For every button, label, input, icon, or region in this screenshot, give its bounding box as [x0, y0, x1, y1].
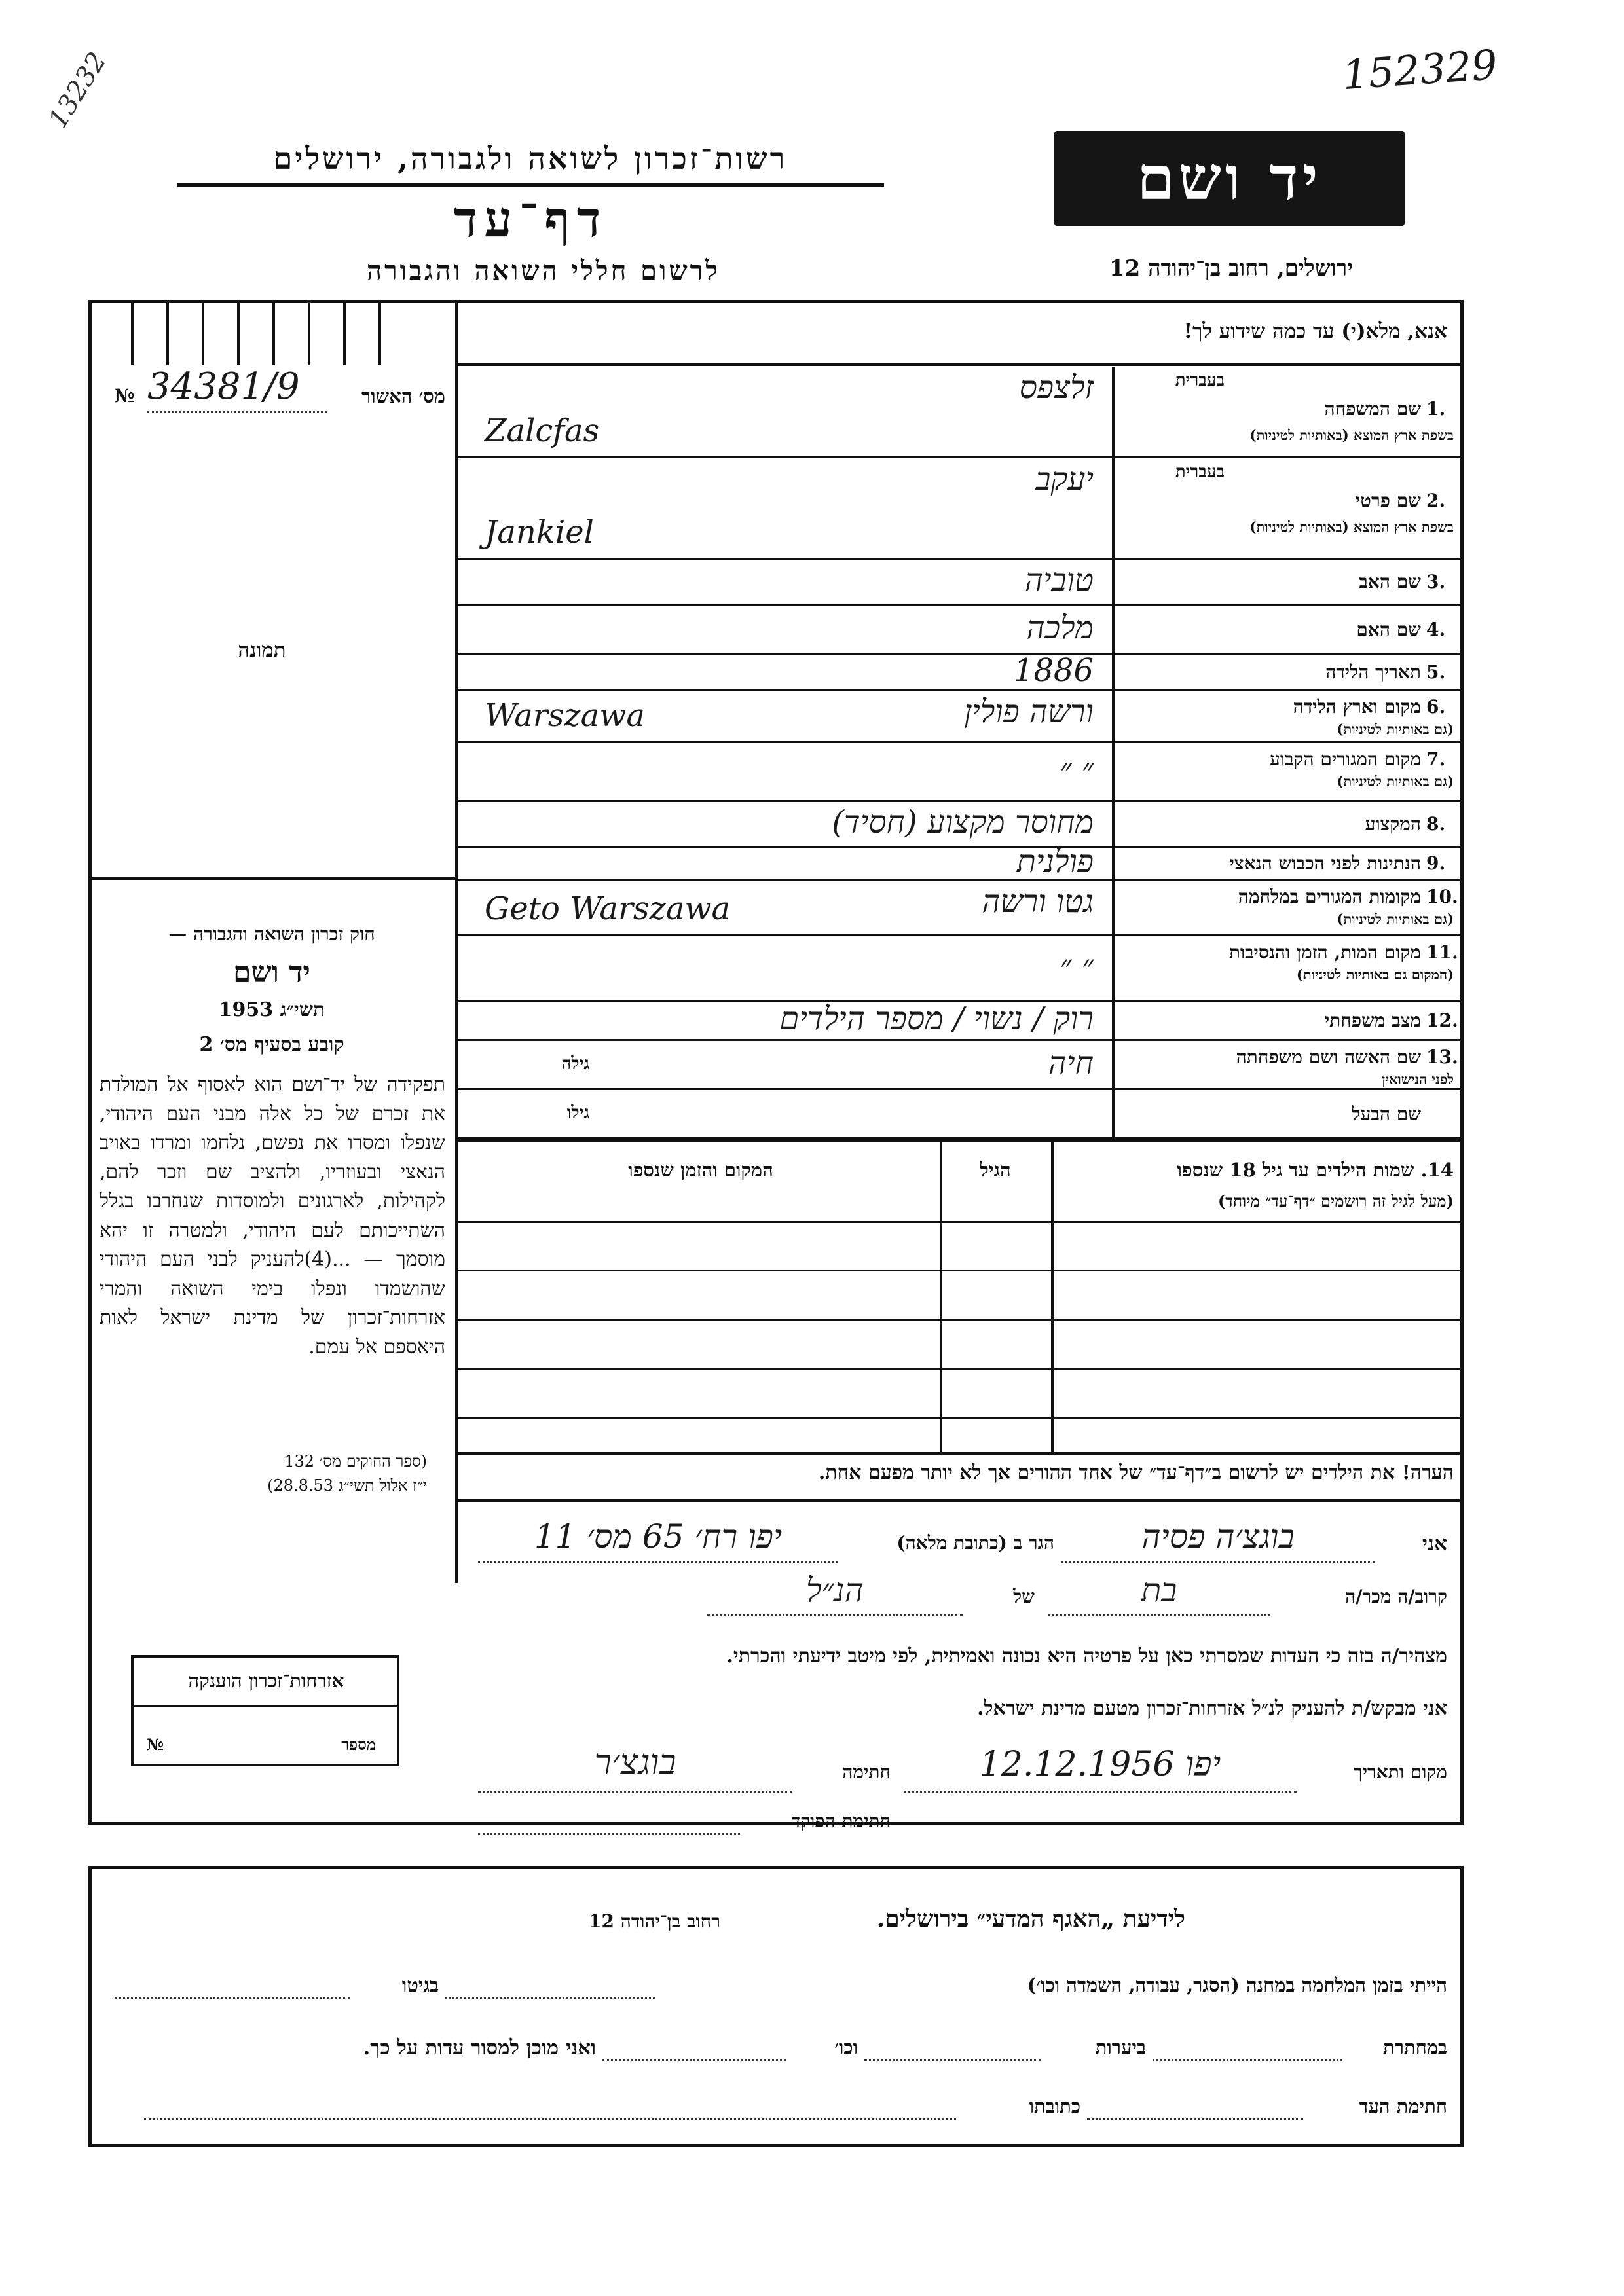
- children-row-rule-4: [458, 1417, 1460, 1419]
- field-value[interactable]: 1886: [1013, 651, 1094, 689]
- field-label: מקום המות, הזמן והנסיבות: [1228, 941, 1421, 963]
- decl-signature-value: בוגצ׳ר: [594, 1741, 676, 1783]
- decl-relation-value: בת: [1141, 1571, 1177, 1609]
- children-header-rule: [458, 1221, 1460, 1223]
- note-bottom-rule: [458, 1499, 1460, 1502]
- field-row-9: [458, 843, 1460, 881]
- children-sub: (מעל לגיל זה רושמים ״דף־עד״ מיוחד): [1217, 1192, 1454, 1211]
- yad-vashem-logo: [1054, 131, 1405, 226]
- field-number: 13.: [1426, 1046, 1458, 1068]
- bottom-line2-b: ביערות: [1095, 2036, 1146, 2058]
- field-row-4: [458, 606, 1460, 655]
- instruction: אנא, מלא(י) עד כמה שידוע לך!: [1183, 319, 1447, 343]
- citizenship-box: [131, 1655, 399, 1766]
- field-number: 11.: [1426, 941, 1458, 963]
- children-row-rule-2: [458, 1319, 1460, 1321]
- decl-relative-label: קרוב/ה מכר/ה: [1345, 1586, 1447, 1607]
- children-col-rule-2: [1051, 1142, 1054, 1453]
- children-row-rule-3: [458, 1368, 1460, 1370]
- children-row-rule-1: [458, 1270, 1460, 1271]
- field-value-latin[interactable]: Jankiel: [485, 514, 594, 551]
- field-row-3: [458, 560, 1460, 606]
- photo-label: תמונה: [238, 638, 286, 662]
- decl-residing-label: הגר ב (כתובת מלאה): [896, 1532, 1054, 1554]
- approval-grid: [92, 303, 455, 365]
- field-label: הנתינות לפני הכבוש הנאצי: [1229, 852, 1421, 874]
- approval-label: מס׳ האשור: [361, 385, 445, 407]
- photo-bottom-rule: [92, 877, 455, 880]
- decl-place-date-line: [904, 1791, 1297, 1793]
- bottom-address: רחוב בן־יהודה 12: [589, 1910, 720, 1932]
- field-value[interactable]: חיה: [1048, 1044, 1094, 1082]
- field-label: מצב משפחתי: [1324, 1010, 1421, 1031]
- field-label: שם המשפחה: [1324, 398, 1421, 420]
- decl-of-line: [707, 1614, 963, 1616]
- form-title: דף־עד: [453, 190, 608, 248]
- field-value[interactable]: זלצפס: [1019, 369, 1094, 406]
- field-row-5: [458, 651, 1460, 691]
- field-sub: לפני הנישואין: [1382, 1071, 1454, 1087]
- approval-number-mark: №: [115, 385, 135, 407]
- field-value[interactable]: ״ ״: [1060, 752, 1094, 788]
- field-row-11: [458, 936, 1460, 1002]
- bottom-line1-end: בגיטו: [401, 1974, 439, 1996]
- field-age-label: גילה: [561, 1053, 589, 1074]
- decl-clerk-label: חתימת הפוקד: [791, 1810, 891, 1832]
- field-label: שם האשה ושם משפחתה: [1236, 1046, 1421, 1068]
- law-ref-1: (ספר החוקים מס׳ 132: [284, 1452, 427, 1470]
- field-value-latin[interactable]: Zalcfas: [485, 412, 600, 449]
- decl-of-value: הנ״ל: [806, 1571, 864, 1609]
- field-sub: בשפת ארץ המוצא (באותיות לטיניות): [1249, 427, 1454, 443]
- bottom-line1-tail: [115, 1997, 350, 1999]
- field-value[interactable]: ורשה פולין: [964, 693, 1094, 730]
- field-row-10: [458, 881, 1460, 936]
- field-sub: (המקום גם באותיות לטיניות): [1296, 966, 1454, 983]
- citizenship-box-rule: [134, 1705, 397, 1707]
- field-row-8: [458, 802, 1460, 848]
- field-label: מקום וארץ הלידה: [1293, 696, 1421, 718]
- archive-number: 152329: [1340, 40, 1499, 100]
- citizenship-number-label: מספר: [341, 1735, 376, 1754]
- field-number: 12.: [1426, 1010, 1458, 1031]
- authority-line: רשות־זכרון לשואה ולגבורה, ירושלים: [273, 141, 788, 176]
- field-value[interactable]: מלכה: [1026, 609, 1094, 646]
- bottom-line2-fill-b: [864, 2059, 1041, 2061]
- law-year: תשי״ג 1953: [218, 998, 325, 1021]
- field-value[interactable]: רוק / נשוי / מספר הילדים: [779, 1000, 1094, 1037]
- law-title: חוק זכרון השואה והגבורה —: [168, 923, 375, 945]
- children-label: 14. שמות הילדים עד גיל 18 שנספו: [1177, 1159, 1454, 1181]
- bottom-line2-end: ואני מוכן למסור עדות על כך.: [363, 2036, 596, 2060]
- note-text: הערה! את הילדים יש לרשום ב״דף־עד״ של אחד ההורים אך לא יותר מפעם אחת.: [818, 1461, 1454, 1484]
- decl-name-line: [1061, 1561, 1375, 1563]
- top-bar-rule: [458, 363, 1460, 366]
- field-value[interactable]: פולנית: [1016, 843, 1094, 880]
- approval-number-line: [147, 411, 327, 413]
- decl-clerk-line: [478, 1833, 740, 1835]
- field-number: 3.: [1426, 571, 1446, 592]
- decl-signature-line: [478, 1791, 792, 1793]
- field-label: שם האם: [1356, 618, 1421, 640]
- field-row-13: [458, 1041, 1460, 1090]
- field-value-latin[interactable]: Geto Warszawa: [485, 890, 731, 927]
- decl-statement-1: מצהיר/ה בזה כי העדות שמסרתי כאן על פרטיה היא נכונה ואמיתית, לפי מיטב ידיעתי והכרתי.: [726, 1645, 1447, 1667]
- children-col-age: הגיל: [980, 1159, 1011, 1181]
- field-value[interactable]: טוביה: [1024, 562, 1094, 598]
- field-row-14: [458, 1090, 1460, 1139]
- decl-i-label: אני: [1422, 1532, 1447, 1556]
- field-number: 1.: [1426, 398, 1446, 420]
- form-subtitle: לרשום חללי השואה והגבורה: [366, 255, 721, 286]
- children-bottom-rule: [458, 1452, 1460, 1455]
- field-label: מקום המגורים הקבוע: [1270, 748, 1421, 770]
- field-sub: (גם באותיות לטיניות): [1337, 721, 1454, 737]
- decl-place-date-label: מקום ותאריך: [1353, 1761, 1447, 1783]
- decl-name-value: בוגצ׳ה פסיה: [1141, 1518, 1295, 1556]
- approval-number-value: 34381/9: [147, 365, 300, 408]
- field-value[interactable]: יעקב: [1035, 461, 1094, 498]
- field-label: שם האב: [1359, 571, 1421, 592]
- bottom-line3-fill-b: [144, 2118, 956, 2120]
- field-row-2: [458, 458, 1460, 560]
- field-number: 9.: [1426, 852, 1446, 874]
- bottom-line2-fill-a: [1153, 2059, 1342, 2061]
- decl-statement-2: אני מבקש/ת להעניק לנ״ל אזרחות־זכרון מטעם מדינת ישראל.: [977, 1697, 1447, 1720]
- field-number: 2.: [1426, 490, 1446, 511]
- field-row-7: [458, 743, 1460, 802]
- bottom-line2-fill-c: [602, 2059, 786, 2061]
- field-sub: (גם באותיות לטיניות): [1337, 773, 1454, 790]
- law-clause: קובע בסעיף מס׳ 2: [199, 1033, 344, 1056]
- field-value[interactable]: גטו ורשה: [982, 883, 1094, 920]
- law-ref-2: י״ז אלול תשי״ג 28.8.53): [267, 1476, 427, 1495]
- field-age-label: גילו: [566, 1102, 589, 1123]
- decl-of-label: של: [1013, 1586, 1035, 1607]
- field-value[interactable]: מחוסר מקצוע (חסיד): [832, 804, 1094, 841]
- field-label: תאריך הלידה: [1325, 661, 1421, 683]
- bottom-line2-c: וכו׳: [834, 2036, 858, 2058]
- law-name: יד ושם: [233, 956, 310, 989]
- field-number: 10.: [1426, 886, 1458, 907]
- address-line: ירושלים, רחוב בן־יהודה 12: [1109, 255, 1354, 282]
- field-label: המקצוע: [1365, 813, 1421, 835]
- bottom-line2-a: במחתרת: [1383, 2036, 1447, 2058]
- field-number: 8.: [1426, 813, 1446, 835]
- bottom-line3-a: חתימת העד: [1359, 2095, 1447, 2117]
- field-label: שם פרטי: [1355, 490, 1421, 511]
- logo-text: יד ושם: [1137, 143, 1322, 213]
- children-col-place: המקום והזמן שנספו: [628, 1159, 773, 1181]
- field-label: מקומות המגורים במלחמה: [1238, 886, 1421, 907]
- citizenship-box-title: אזרחות־זכרון הוענקה: [188, 1669, 344, 1692]
- field-value[interactable]: ״ ״: [1060, 948, 1094, 985]
- field-number: 5.: [1426, 661, 1446, 683]
- field-row-1: [458, 367, 1460, 458]
- law-text: תפקידה של יד־ושם הוא לאסוף אל המולדת את זכרם של כל אלה מבני העם היהודי, שנפלו ומסרו את נפשם, נלחמו ומרדו באויב הנאצי ובעוזריו, ולהציב שם וזכר להם, לקהילות, לארגונים ולמוסדות שנחרבו בגלל השתייכותם לעם היהודי, ולמטרה זו יהא מוסמך — ...(4)להעניק לבני העם היהודי שהושמדו ונפלו בימי השואה והמרי אזרחות־זכרון של מדינת ישראל לאות היאספם אל עמם.: [100, 1073, 445, 1358]
- bottom-line3-b: כתובתו: [1029, 2095, 1080, 2117]
- decl-signature-label: חתימה: [842, 1761, 891, 1783]
- field-number: 7.: [1426, 748, 1446, 770]
- decl-address-line: [478, 1561, 838, 1563]
- field-value-latin[interactable]: Warszawa: [485, 697, 645, 734]
- children-top-rule: [458, 1139, 1460, 1142]
- stamp-number: 13232: [43, 46, 113, 134]
- children-col-rule-1: [940, 1142, 942, 1453]
- field-tag: בעברית: [1175, 462, 1225, 482]
- decl-address-value: יפו רח׳ 65 מס׳ 11: [534, 1518, 783, 1556]
- citizenship-number-mark: №: [147, 1735, 164, 1754]
- bottom-title: לידיעת „האגף המדעי״ בירושלים.: [876, 1905, 1185, 1933]
- field-number: 6.: [1426, 696, 1446, 718]
- field-row-12: [458, 1002, 1460, 1041]
- authority-underline: [177, 183, 884, 187]
- field-label: שם הבעל: [1352, 1102, 1421, 1125]
- bottom-line1-label: הייתי בזמן המלחמה במחנה (הסגר, עבודה, השמדה וכו׳): [1027, 1974, 1447, 1996]
- field-number: 4.: [1426, 618, 1446, 640]
- decl-relation-line: [1048, 1614, 1270, 1616]
- decl-place-date-value: יפו 12.12.1956: [979, 1745, 1221, 1784]
- field-sub: בשפת ארץ המוצא (באותיות לטיניות): [1249, 519, 1454, 535]
- field-tag: בעברית: [1175, 371, 1225, 390]
- field-sub: (גם באותיות לטיניות): [1337, 911, 1454, 927]
- bottom-line3-fill-a: [1087, 2118, 1303, 2120]
- bottom-line1-fill: [445, 1997, 655, 1999]
- field-row-6: [458, 691, 1460, 743]
